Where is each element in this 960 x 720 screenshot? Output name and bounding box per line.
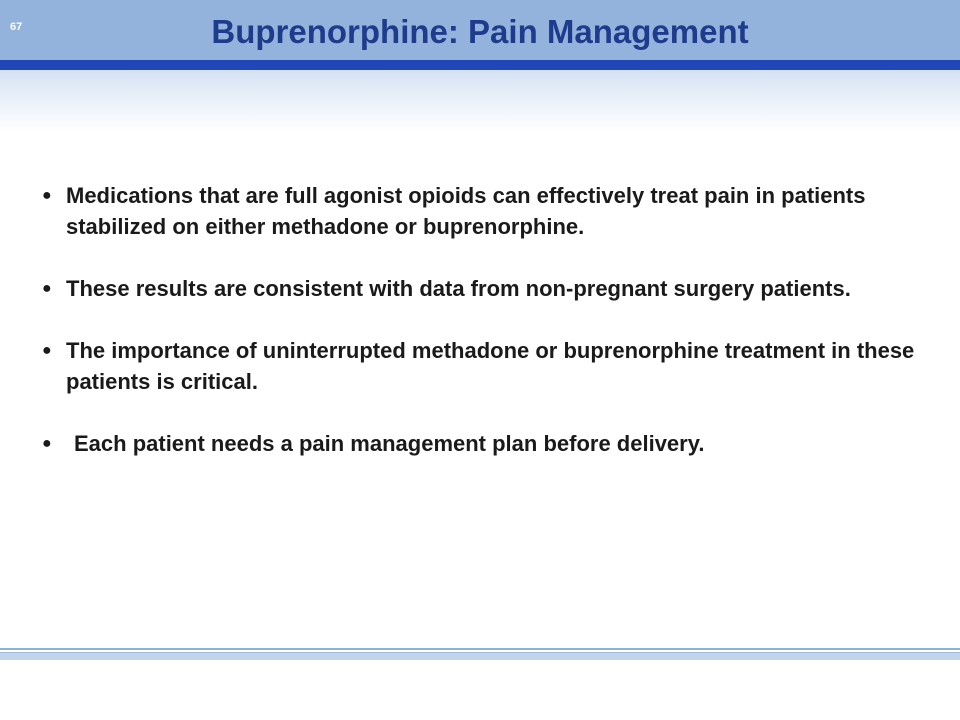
bullet-dot-icon: ● (42, 280, 52, 297)
bullet-text: These results are consistent with data from non-pregnant surgery patients. (66, 276, 851, 301)
bullet-dot-icon: ● (42, 435, 52, 452)
bullet-item (42, 273, 922, 304)
bullet-text: Each patient needs a pain management plan before delivery. (74, 431, 705, 456)
slide-title: Buprenorphine: Pain Management (211, 13, 749, 50)
bullet-item (42, 335, 922, 397)
bullet-text: The importance of uninterrupted methadone or buprenorphine treatment in these patients is critical. (66, 338, 915, 394)
bullet-item (42, 428, 922, 459)
header-rule (0, 60, 960, 70)
bullet-dot-icon: ● (42, 342, 52, 359)
bullet-text: Medications that are full agonist opioids can effectively treat pain in patients stabilized on either methadone or buprenorphine. (66, 183, 866, 239)
footer-rule-thick (0, 652, 960, 660)
header-gradient (0, 70, 960, 132)
bullet-item (42, 180, 922, 242)
header-band (0, 0, 960, 60)
bullet-list (42, 180, 922, 459)
footer-rule-thin (0, 648, 960, 650)
slide-number: 67 (10, 21, 23, 33)
bullet-dot-icon: ● (42, 187, 52, 204)
